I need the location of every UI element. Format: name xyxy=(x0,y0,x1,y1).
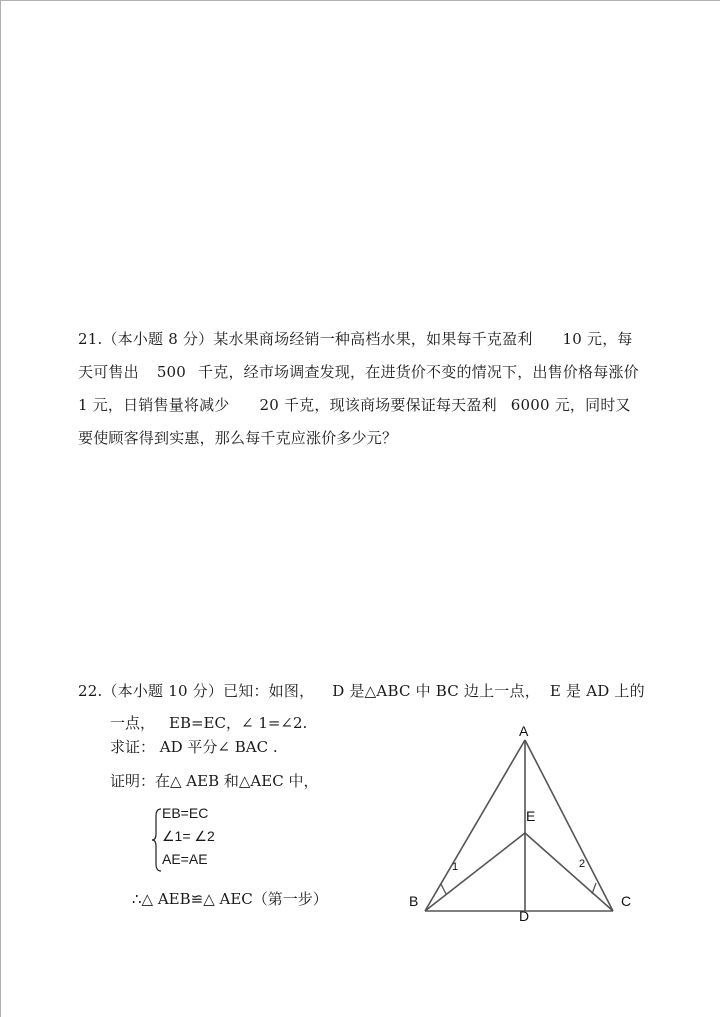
q21-line-1 xyxy=(78,328,633,349)
label-a: A xyxy=(519,723,529,739)
q21-text: 20 千克，现该商场要保证每天盈利 xyxy=(259,396,497,414)
label-angle-1: 1 xyxy=(452,861,459,873)
q21-text: 21.（本小题 8 分）某水果商场经销一种高档水果，如果每千克盈利 xyxy=(78,330,533,348)
label-b: B xyxy=(409,893,419,909)
q22-proof-intro: 证明：在△ AEB 和△AEC 中， xyxy=(110,772,319,790)
angle-2-arc xyxy=(592,883,596,894)
triangle-figure xyxy=(395,715,655,930)
q21-text: 千克，经市场调查发现，在进货价不变的情况下，出售价格每涨价 xyxy=(198,363,639,381)
page-border-top xyxy=(0,0,720,1)
q21-line-2 xyxy=(78,361,639,382)
q21-line-3 xyxy=(78,394,631,415)
q22-text: D 是△ABC 中 BC 边上一点， xyxy=(332,682,540,700)
side-ab xyxy=(425,740,525,911)
label-angle-2: 2 xyxy=(579,858,586,870)
q22-conclusion: ∴△ AEB≌△ AEC（第一步） xyxy=(132,890,328,908)
q21-text: 1 元，日销售量将减少 xyxy=(78,396,230,414)
label-d: D xyxy=(519,908,530,924)
q22-text: E 是 AD 上的 xyxy=(549,682,645,700)
condition-angle-equal: ∠1= ∠2 xyxy=(162,828,215,844)
q21-text: 天可售出 xyxy=(78,363,139,381)
q21-text: 10 元，每 xyxy=(562,330,633,348)
segment-eb xyxy=(425,833,525,911)
angle-1-arc xyxy=(441,884,446,894)
q22-line-1 xyxy=(78,680,645,701)
segment-ec xyxy=(525,833,613,911)
q22-line-2 xyxy=(110,712,307,733)
q21-line-4 xyxy=(78,427,397,448)
page-border-left xyxy=(0,0,1,1017)
label-c: C xyxy=(621,893,632,909)
condition-ae-ae: AE=AE xyxy=(162,851,208,867)
q21-text: 500 xyxy=(156,363,187,381)
q21-text: 要使顾客得到实惠，那么每千克应涨价多少元？ xyxy=(78,429,398,447)
brace-icon xyxy=(152,808,162,872)
q21-text: 6000 元，同时又 xyxy=(510,396,631,414)
condition-eb-ec: EB=EC xyxy=(162,805,209,821)
q22-text: 22.（本小题 10 分）已知：如图， xyxy=(78,682,315,700)
q22-text: EB=EC，∠ 1=∠2. xyxy=(169,714,308,732)
q22-prove-statement: 求证： AD 平分∠ BAC . xyxy=(110,738,278,756)
side-ac xyxy=(525,740,613,911)
q22-text: 一点， xyxy=(110,714,156,732)
label-e: E xyxy=(526,808,536,824)
